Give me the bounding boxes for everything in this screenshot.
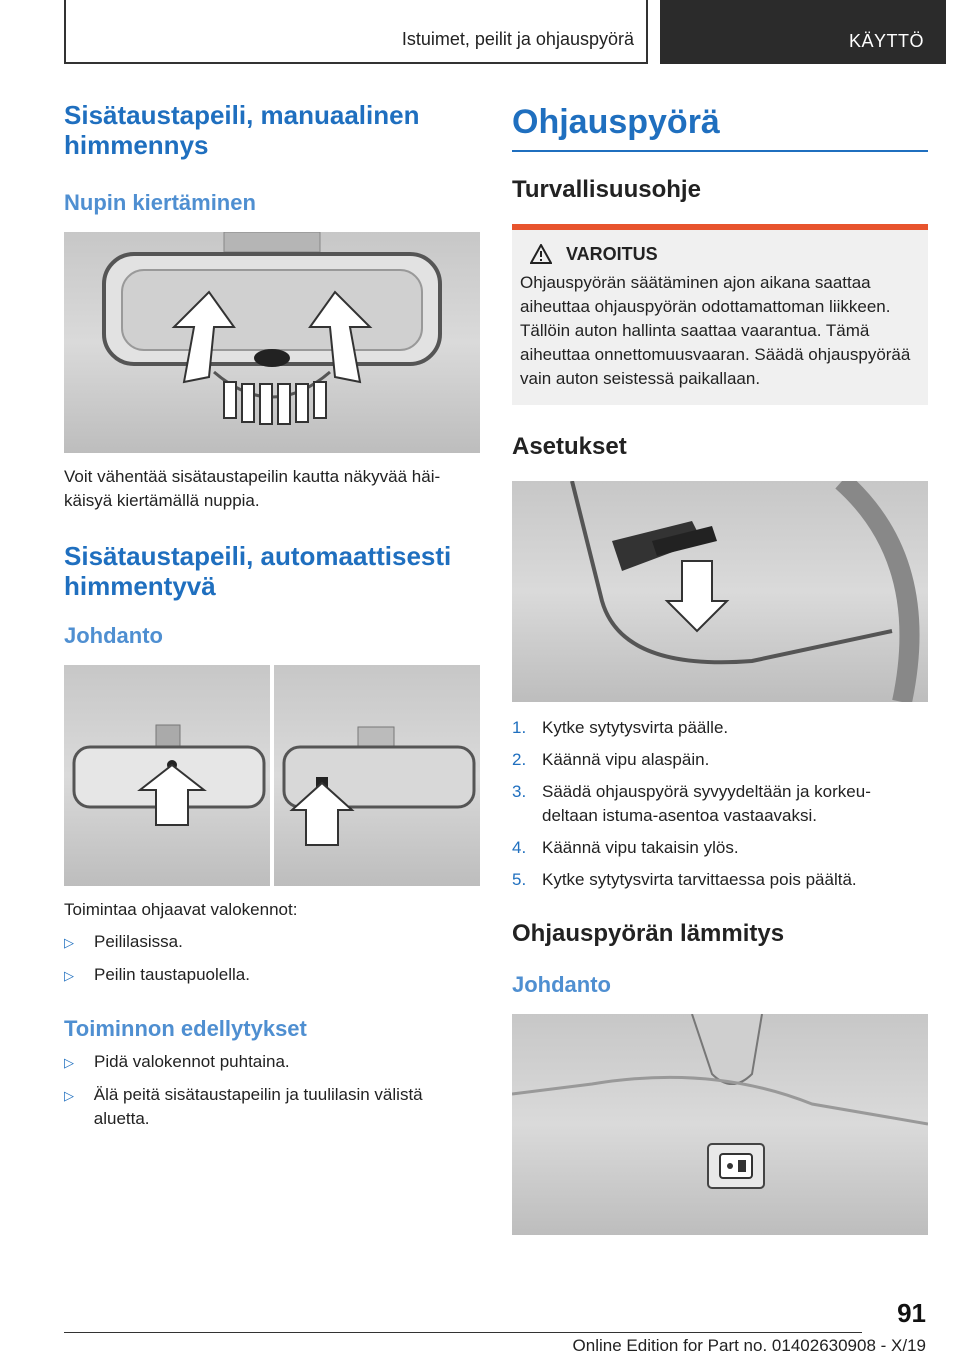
list-item: [512, 716, 928, 740]
header-chapter-label: KÄYTTÖ: [848, 31, 924, 51]
heating-button-illustration: [512, 1014, 928, 1235]
paragraph-sensors: Toimintaa ohjaavat valokennot:: [64, 900, 298, 919]
steering-lever-illustration: [512, 481, 928, 702]
triangle-right-icon: ▷: [64, 1055, 74, 1070]
header-section-label: Istuimet, peilit ja ohjauspyörä: [401, 29, 634, 49]
step-text: Säädä ohjauspyörä syvyydeltään ja korkeudeltaan istuma-asentoa vastaavaksi.: [542, 781, 871, 825]
steps-list: [512, 716, 928, 892]
warning-text: Ohjauspyörän säätäminen ajon aikana saattaa aiheuttaa ohjauspyörän odottamattoman liikkeen. Tällöin auton hallinta saattaa vaarantua. Tämä aiheuttaa onnettomuusvaaran. Säädä ohjauspyörää vain auton seistessä paikallaan.: [520, 272, 911, 388]
step-text: Kytke sytytysvirta tarvittaessa pois päältä.: [542, 869, 857, 889]
step-text: Käännä vipu takaisin ylös.: [542, 837, 739, 857]
title-rule: [512, 150, 928, 152]
footer-edition: Online Edition for Part no. 01402630908 - X/19: [572, 1336, 926, 1355]
heading-auto-mirror: Sisätaustapeili, automaattisesti himmentyvä: [64, 541, 452, 601]
heading-conditions: Toiminnon edellytykset: [64, 1016, 307, 1041]
page-number: 91: [897, 1298, 926, 1328]
list-item: [64, 930, 480, 955]
step-text: Käännä vipu alaspäin.: [542, 749, 710, 769]
heading-intro: Johdanto: [64, 623, 163, 648]
list-item: [64, 1050, 480, 1075]
page-title: Ohjauspyörä: [512, 103, 720, 141]
list-item: [512, 780, 928, 828]
list-item-text: Peililasissa.: [94, 932, 183, 951]
triangle-right-icon: ▷: [64, 968, 74, 983]
list-item-text: Peilin taustapuolella.: [94, 965, 250, 984]
mirror-back-illustration: [274, 665, 480, 886]
warning-label: VAROITUS: [566, 243, 658, 264]
step-number: 5.: [512, 869, 527, 889]
heading-settings: Asetukset: [512, 432, 627, 460]
triangle-right-icon: ▷: [64, 935, 74, 950]
warning-triangle-icon: [530, 244, 552, 264]
heading-heating: Ohjauspyörän lämmitys: [512, 919, 785, 947]
heading-knob-turn: Nupin kiertäminen: [64, 190, 256, 215]
list-item-text: Pidä valokennot puhtaina.: [94, 1052, 290, 1071]
step-number: 3.: [512, 781, 527, 801]
list-item: [512, 868, 928, 892]
warning-box: [512, 224, 928, 405]
list-item: [64, 1083, 480, 1131]
footer-rule: [64, 1332, 862, 1333]
paragraph-manual: Voit vähentää sisätaustapeilin kautta näkyvää häikäisyä kiertämällä nuppia.: [64, 467, 441, 510]
heading-manual-mirror: Sisätaustapeili, manuaalinen himmennys: [64, 100, 420, 160]
header-chapter: [660, 0, 946, 64]
step-number: 2.: [512, 749, 527, 769]
triangle-right-icon: ▷: [64, 1088, 74, 1103]
list-item: [512, 836, 928, 860]
step-number: 1.: [512, 717, 527, 737]
step-text: Kytke sytytysvirta päälle.: [542, 717, 729, 737]
step-number: 4.: [512, 837, 527, 857]
header-section: [64, 0, 648, 64]
sensor-illustration: [64, 665, 480, 886]
list-item-text: Älä peitä sisätaustapeilin ja tuulilasin välistä aluetta.: [93, 1085, 423, 1128]
right-column: [512, 100, 928, 1235]
list-item: [512, 748, 928, 772]
mirror-knob-illustration: [64, 232, 480, 453]
heading-intro-heating: Johdanto: [512, 971, 611, 997]
list-item: [64, 963, 480, 988]
left-column: [64, 100, 480, 1131]
mirror-front-illustration: [64, 665, 270, 886]
heading-safety: Turvallisuusohje: [512, 176, 701, 203]
